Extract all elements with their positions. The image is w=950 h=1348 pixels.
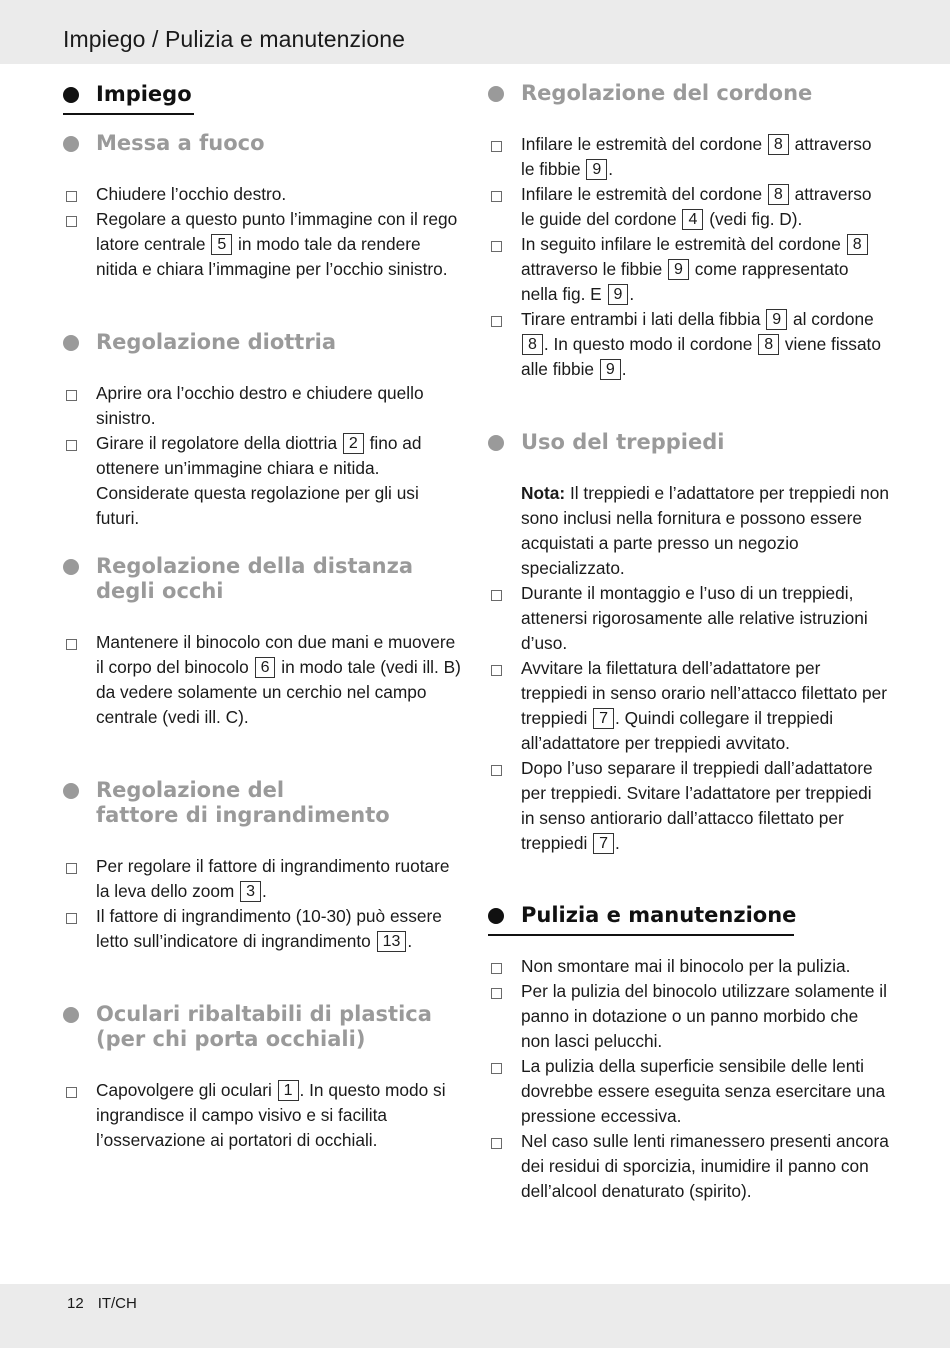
list-item: Infilare le estremità del cordone 8 attraverso le guide del cordone 4 (vedi fig. D). — [521, 182, 889, 232]
bullet-dot-icon — [488, 435, 504, 451]
part-number: 4 — [682, 209, 703, 230]
page-number: 12 — [67, 1295, 84, 1312]
list-item: Nel caso sulle lenti rimanessero presenti ancora dei residui di sporcizia, inumidire il panno con dell’alcool denaturato (spirito). — [521, 1129, 889, 1204]
list-item: Per la pulizia del binocolo utilizzare solamente il panno in dotazione o un panno morbido che non lasci pelucchi. — [521, 979, 889, 1054]
part-number: 9 — [586, 159, 607, 180]
list-item: Mantenere il binocolo con due mani e muovere il corpo del binocolo 6 in modo tale (vedi ill. B) da vedere solamente un cerchio nel campo centrale (vedi ill. C). — [96, 630, 464, 730]
part-number: 3 — [240, 881, 261, 902]
part-number: 8 — [758, 334, 779, 355]
list-item: Girare il regolatore della diottria 2 fino ad ottenere un’immagine chiara e nitida. Considerate questa regolazione per gli usi futuri. — [96, 431, 464, 531]
bullet-dot-icon — [63, 87, 79, 103]
part-number: 8 — [768, 134, 789, 155]
list-item: Capovolgere gli oculari 1 . In questo modo si ingrandisce il campo visivo e si facilita l’osservazione ai portatori di occhiali. — [96, 1078, 464, 1153]
list-item: Regolare a questo punto l’immagine con il rego latore centrale 5 in modo tale da rendere nitida e chiara l’immagine per l’occhio sinistro. — [96, 207, 464, 282]
part-number: 5 — [211, 234, 232, 255]
list-item: Infilare le estremità del cordone 8 attraverso le fibbie 9 . — [521, 132, 889, 182]
part-number: 6 — [255, 657, 276, 678]
part-number: 9 — [668, 259, 689, 280]
footer-bar — [0, 1284, 950, 1348]
bullet-dot-icon — [488, 86, 504, 102]
bullet-dot-icon — [63, 136, 79, 152]
bullet-dot-icon — [63, 559, 79, 575]
list-item: Dopo l’uso separare il treppiedi dall’adattatore per treppiedi. Svitare l’adattatore per treppiedi in senso antiorario dall’attacco filettato per treppiedi 7 . — [521, 756, 889, 856]
heading-underline — [63, 113, 194, 115]
footer — [67, 1295, 137, 1312]
part-number: 7 — [593, 833, 614, 854]
list-item: Per regolare il fattore di ingrandimento ruotare la leva dello zoom 3 . — [96, 854, 464, 904]
part-number: 8 — [768, 184, 789, 205]
part-number: 9 — [600, 359, 621, 380]
list-item: Chiudere l’occhio destro. — [96, 182, 464, 207]
list-item: Durante il montaggio e l’uso di un treppiedi, attenersi rigorosamente alle relative istruzioni d’uso. — [521, 581, 889, 656]
part-number: 8 — [522, 334, 543, 355]
part-number: 7 — [593, 708, 614, 729]
list-item: Avvitare la filettatura dell’adattatore per treppiedi in senso orario nell’attacco filettato per treppiedi 7 . Quindi collegare il treppiedi all’adattatore per treppiedi avvitato. — [521, 656, 889, 756]
bullet-dot-icon — [63, 783, 79, 799]
bullet-dot-icon — [63, 335, 79, 351]
list-item: In seguito infilare le estremità del cordone 8 attraverso le fibbie 9 come rappresentato nella fig. E 9 . — [521, 232, 889, 307]
note-paragraph: Nota: Il treppiedi e l’adattatore per treppiedi non sono inclusi nella fornitura e possono essere acquistati a parte presso un negozio specializzato. — [521, 483, 889, 578]
bullet-dot-icon — [63, 1007, 79, 1023]
list-item: Aprire ora l’occhio destro e chiudere quello sinistro. — [96, 381, 464, 431]
part-number: 2 — [343, 433, 364, 454]
heading-underline — [488, 934, 794, 936]
part-number: 8 — [847, 234, 868, 255]
part-number: 13 — [377, 931, 407, 952]
page-title: Impiego / Pulizia e manutenzione — [63, 26, 406, 52]
list-item: Tirare entrambi i lati della fibbia 9 al cordone 8 . In questo modo il cordone 8 viene fissato alle fibbie 9 . — [521, 307, 889, 382]
list-item: La pulizia della superficie sensibile delle lenti dovrebbe essere eseguita senza esercitare una pressione eccessiva. — [521, 1054, 889, 1129]
part-number: 1 — [278, 1080, 299, 1101]
list-item: Il fattore di ingrandimento (10-30) può essere letto sull’indicatore di ingrandimento 13 . — [96, 904, 464, 954]
part-number: 9 — [766, 309, 787, 330]
language-code: IT/CH — [97, 1295, 137, 1312]
list-item: Non smontare mai il binocolo per la pulizia. — [521, 954, 889, 979]
bullet-dot-icon — [488, 908, 504, 924]
part-number: 9 — [608, 284, 629, 305]
